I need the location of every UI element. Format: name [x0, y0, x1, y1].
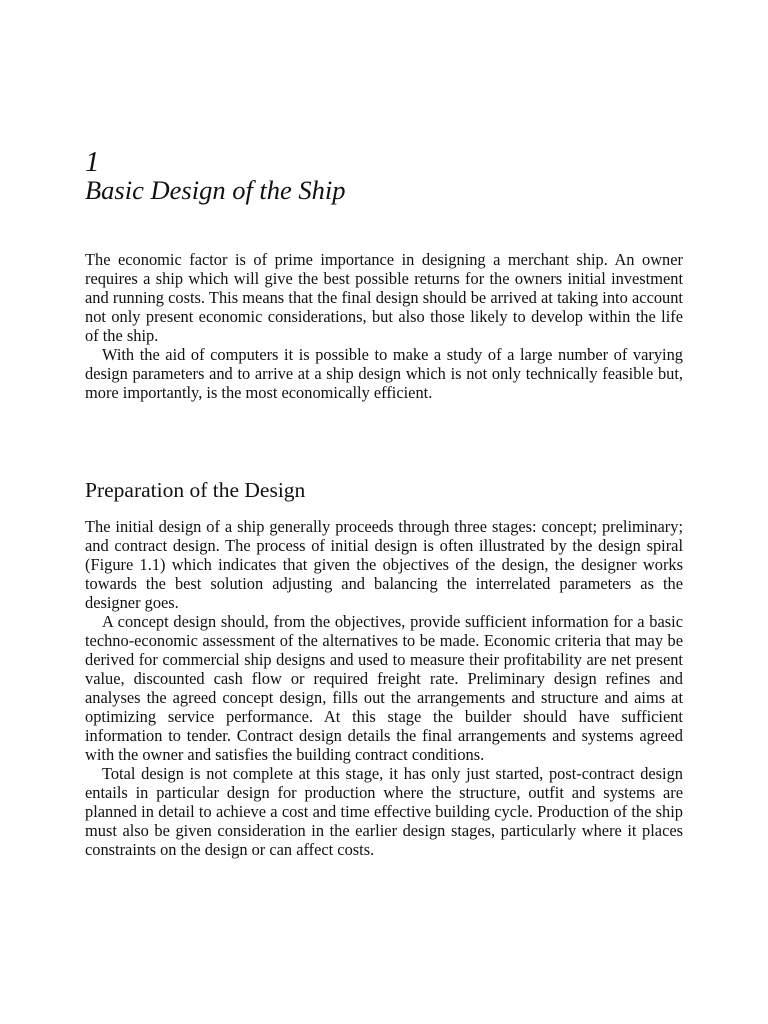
section-paragraph-3: Total design is not complete at this stage, it has only just started, post-contract design entails in particular design for production where the structure, outfit and systems are planned in detail to achieve a cost and time effective building cycle. Production of the ship must also be given consideration in the earlier design stages, particularly where it places constraints on the design or can affect costs. [85, 764, 683, 859]
section-body [85, 517, 683, 859]
section-heading: Preparation of the Design [85, 478, 306, 502]
intro-text [85, 250, 683, 402]
intro-paragraph-2: With the aid of computers it is possible to make a study of a large number of varying design parameters and to arrive at a ship design which is not only technically feasible but, more importantly, is the most economically efficient. [85, 345, 683, 402]
chapter-number: 1 [85, 146, 100, 178]
chapter-title: Basic Design of the Ship [85, 175, 346, 205]
intro-paragraph-1: The economic factor is of prime importance in designing a merchant ship. An owner requires a ship which will give the best possible returns for the owners initial investment and running costs. This means that the final design should be arrived at taking into account not only present economic considerations, but also those likely to develop within the life of the ship. [85, 250, 683, 345]
section-paragraph-1: The initial design of a ship generally proceeds through three stages: concept; preliminary; and contract design. The process of initial design is often illustrated by the design spiral (Figure 1.1) which indicates that given the objectives of the design, the designer works towards the best solution adjusting and balancing the interrelated parameters as the designer goes. [85, 517, 683, 612]
section-paragraph-2: A concept design should, from the objectives, provide sufficient information for a basic techno-economic assessment of the alternatives to be made. Economic criteria that may be derived for commercial ship designs and used to measure their profitability are net present value, discounted cash flow or required freight rate. Preliminary design refines and analyses the agreed concept design, fills out the arrangements and structure and aims at optimizing service performance. At this stage the builder should have sufficient information to tender. Contract design details the final arrangements and systems agreed with the owner and satisfies the building contract conditions. [85, 612, 683, 764]
